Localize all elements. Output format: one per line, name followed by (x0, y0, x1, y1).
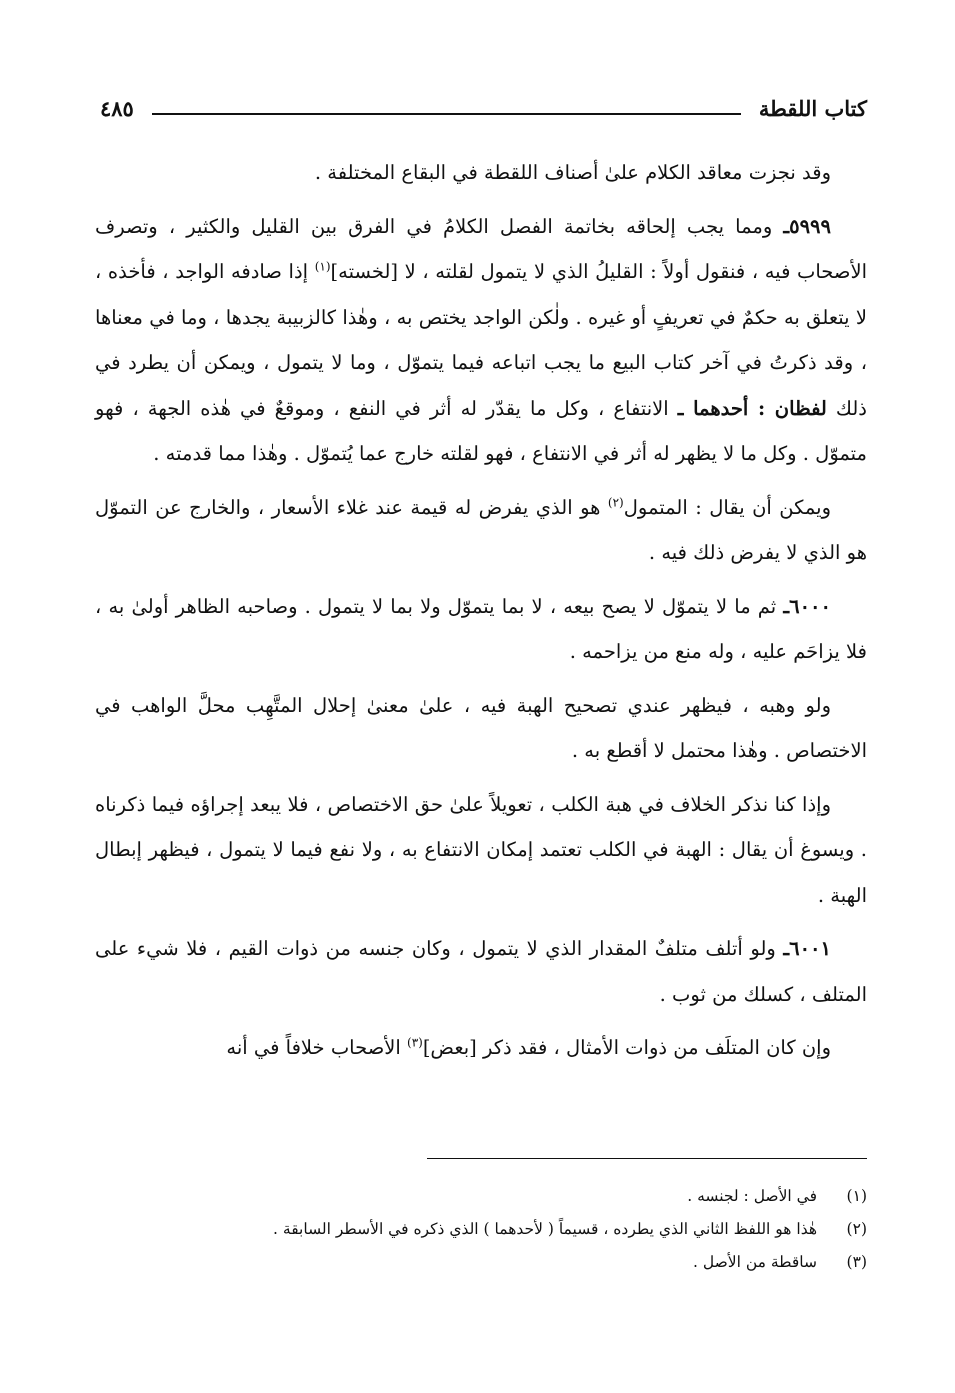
footnote-2 (100, 1213, 867, 1246)
book-title: كتاب اللقطة (758, 95, 867, 121)
paragraph-text: وإن كان المتلَف من ذوات الأمثال ، فقد ذكر [بعض] (422, 1036, 831, 1059)
footnote-text: ساقطة من الأصل . (693, 1253, 817, 1271)
main-text (95, 150, 867, 1071)
paragraph-text: وإذا كنا نذكر الخلاف في هبة الكلب ، تعويلاً علىٰ حق الاختصاص ، فلا يبعد إجراؤه فيما ذكرناه . ويسوغ أن يقال : الهبة في الكلب تعتمد إمكان الانتفاع به ، ولا نفع فيما لا يتمول ، فيظهر إبطال الهبة . (95, 792, 867, 907)
paragraph-5 (95, 782, 867, 919)
footnote-ref-3[interactable]: (٣) (407, 1035, 423, 1050)
paragraph-0 (95, 150, 867, 196)
paragraph-text: الأصحاب خلافاً في أنه (226, 1036, 407, 1059)
issue-number: ٦٠٠٠ـ (783, 594, 831, 618)
paragraph-text: ومما يجب إلحاقه بخاتمة الفصل الكلامُ في الفرق بين القليل والكثير ، وتصرف الأصحاب فيه ، فنقول أولاً : القليلُ الذي لا يتمول لقلته ، لا [لخسته] (95, 214, 867, 283)
footnote-text: في الأصل : لجنسه . (687, 1187, 817, 1205)
issue-number: ٦٠٠١ـ (783, 937, 831, 960)
paragraph-6001 (95, 926, 867, 1017)
paragraph-5999 (95, 204, 867, 477)
paragraph-text: ويمكن أن يقال : المتمول (623, 495, 831, 519)
bold-phrase: لفظان : أحدهما ـ (677, 396, 827, 420)
footnote-ref-1[interactable]: (١) (314, 259, 331, 274)
paragraph-text: ثم ما لا يتموّل لا يصح بيعه ، لا بما يتموّل ولا بما لا يتمول . وصاحبه الظاهر أولىٰ به ، فلا يزاحَم عليه ، وله منع من يزاحمه . (95, 594, 867, 663)
paragraph-text: وقد نجزت معاقد الكلام علىٰ أصناف اللقطة في البقاع المختلفة . (314, 161, 831, 184)
paragraph-text: ولو وهبه ، فيظهر عندي تصحيح الهبة فيه ، علىٰ معنىٰ إحلال المتَّهِب محلَّ الواهب في الاختصاص . وهٰذا محتمل لا أقطع به . (95, 693, 867, 762)
page-number: ٤٨٥ (100, 95, 134, 121)
footnote-number: (٣) (846, 1253, 867, 1271)
footnote-separator (427, 1158, 867, 1159)
issue-number: ٥٩٩٩ـ (783, 214, 831, 238)
footnote-number: (٢) (846, 1220, 867, 1238)
paragraph-7 (95, 1025, 867, 1071)
paragraph-4 (95, 683, 867, 774)
paragraph-6000 (95, 584, 867, 675)
footnote-text: هٰذا هو اللفظ الثاني الذي يطرده ، قسيماً ( لأحدهما ) الذي ذكره في الأسطر السابقة . (273, 1220, 817, 1238)
footnote-number: (١) (846, 1187, 867, 1205)
running-header (100, 88, 867, 128)
paragraph-text: إذا صادفه الواجد ، فأخذه ، لا يتعلق به حكمٌ في تعريفٍ أو غيره . ولٰكن الواجد يختص به ، وهٰذا كالزبيبة يجدها ، وما في معناها ، وقد ذكرتُ في آخر كتاب البيع ما يجب اتباعه فيما يتموّل ، وما لا يتمول ، ويمكن أن يطرد في ذلك (95, 260, 867, 420)
footnote-3 (100, 1246, 867, 1279)
paragraph-text: الانتفاع ، وكل ما يقدّر له أثر في النفع ، وموقعٌ في هٰذه الجهة ، فهو متموّل . وكل ما لا يظهر له أثر في الانتفاع ، فهو لقلته خارج عما يُتموّل . وهٰذا مما قدمته . (95, 396, 867, 465)
footnote-1 (100, 1180, 867, 1213)
paragraph-text: ولو أتلف متلفٌ المقدار الذي لا يتمول ، وكان جنسه من ذوات القيم ، فلا شيء على المتلف ، كسلك من ثوب . (95, 937, 867, 1006)
paragraph-text: هو الذي يفرض له قيمة عند غلاء الأسعار ، والخارج عن التموّل هو الذي لا يفرض ذلك فيه . (95, 495, 867, 564)
paragraph-2 (95, 485, 867, 576)
footnote-ref-2[interactable]: (٢) (607, 495, 624, 509)
footnotes (100, 1180, 867, 1279)
header-rule (152, 113, 741, 115)
